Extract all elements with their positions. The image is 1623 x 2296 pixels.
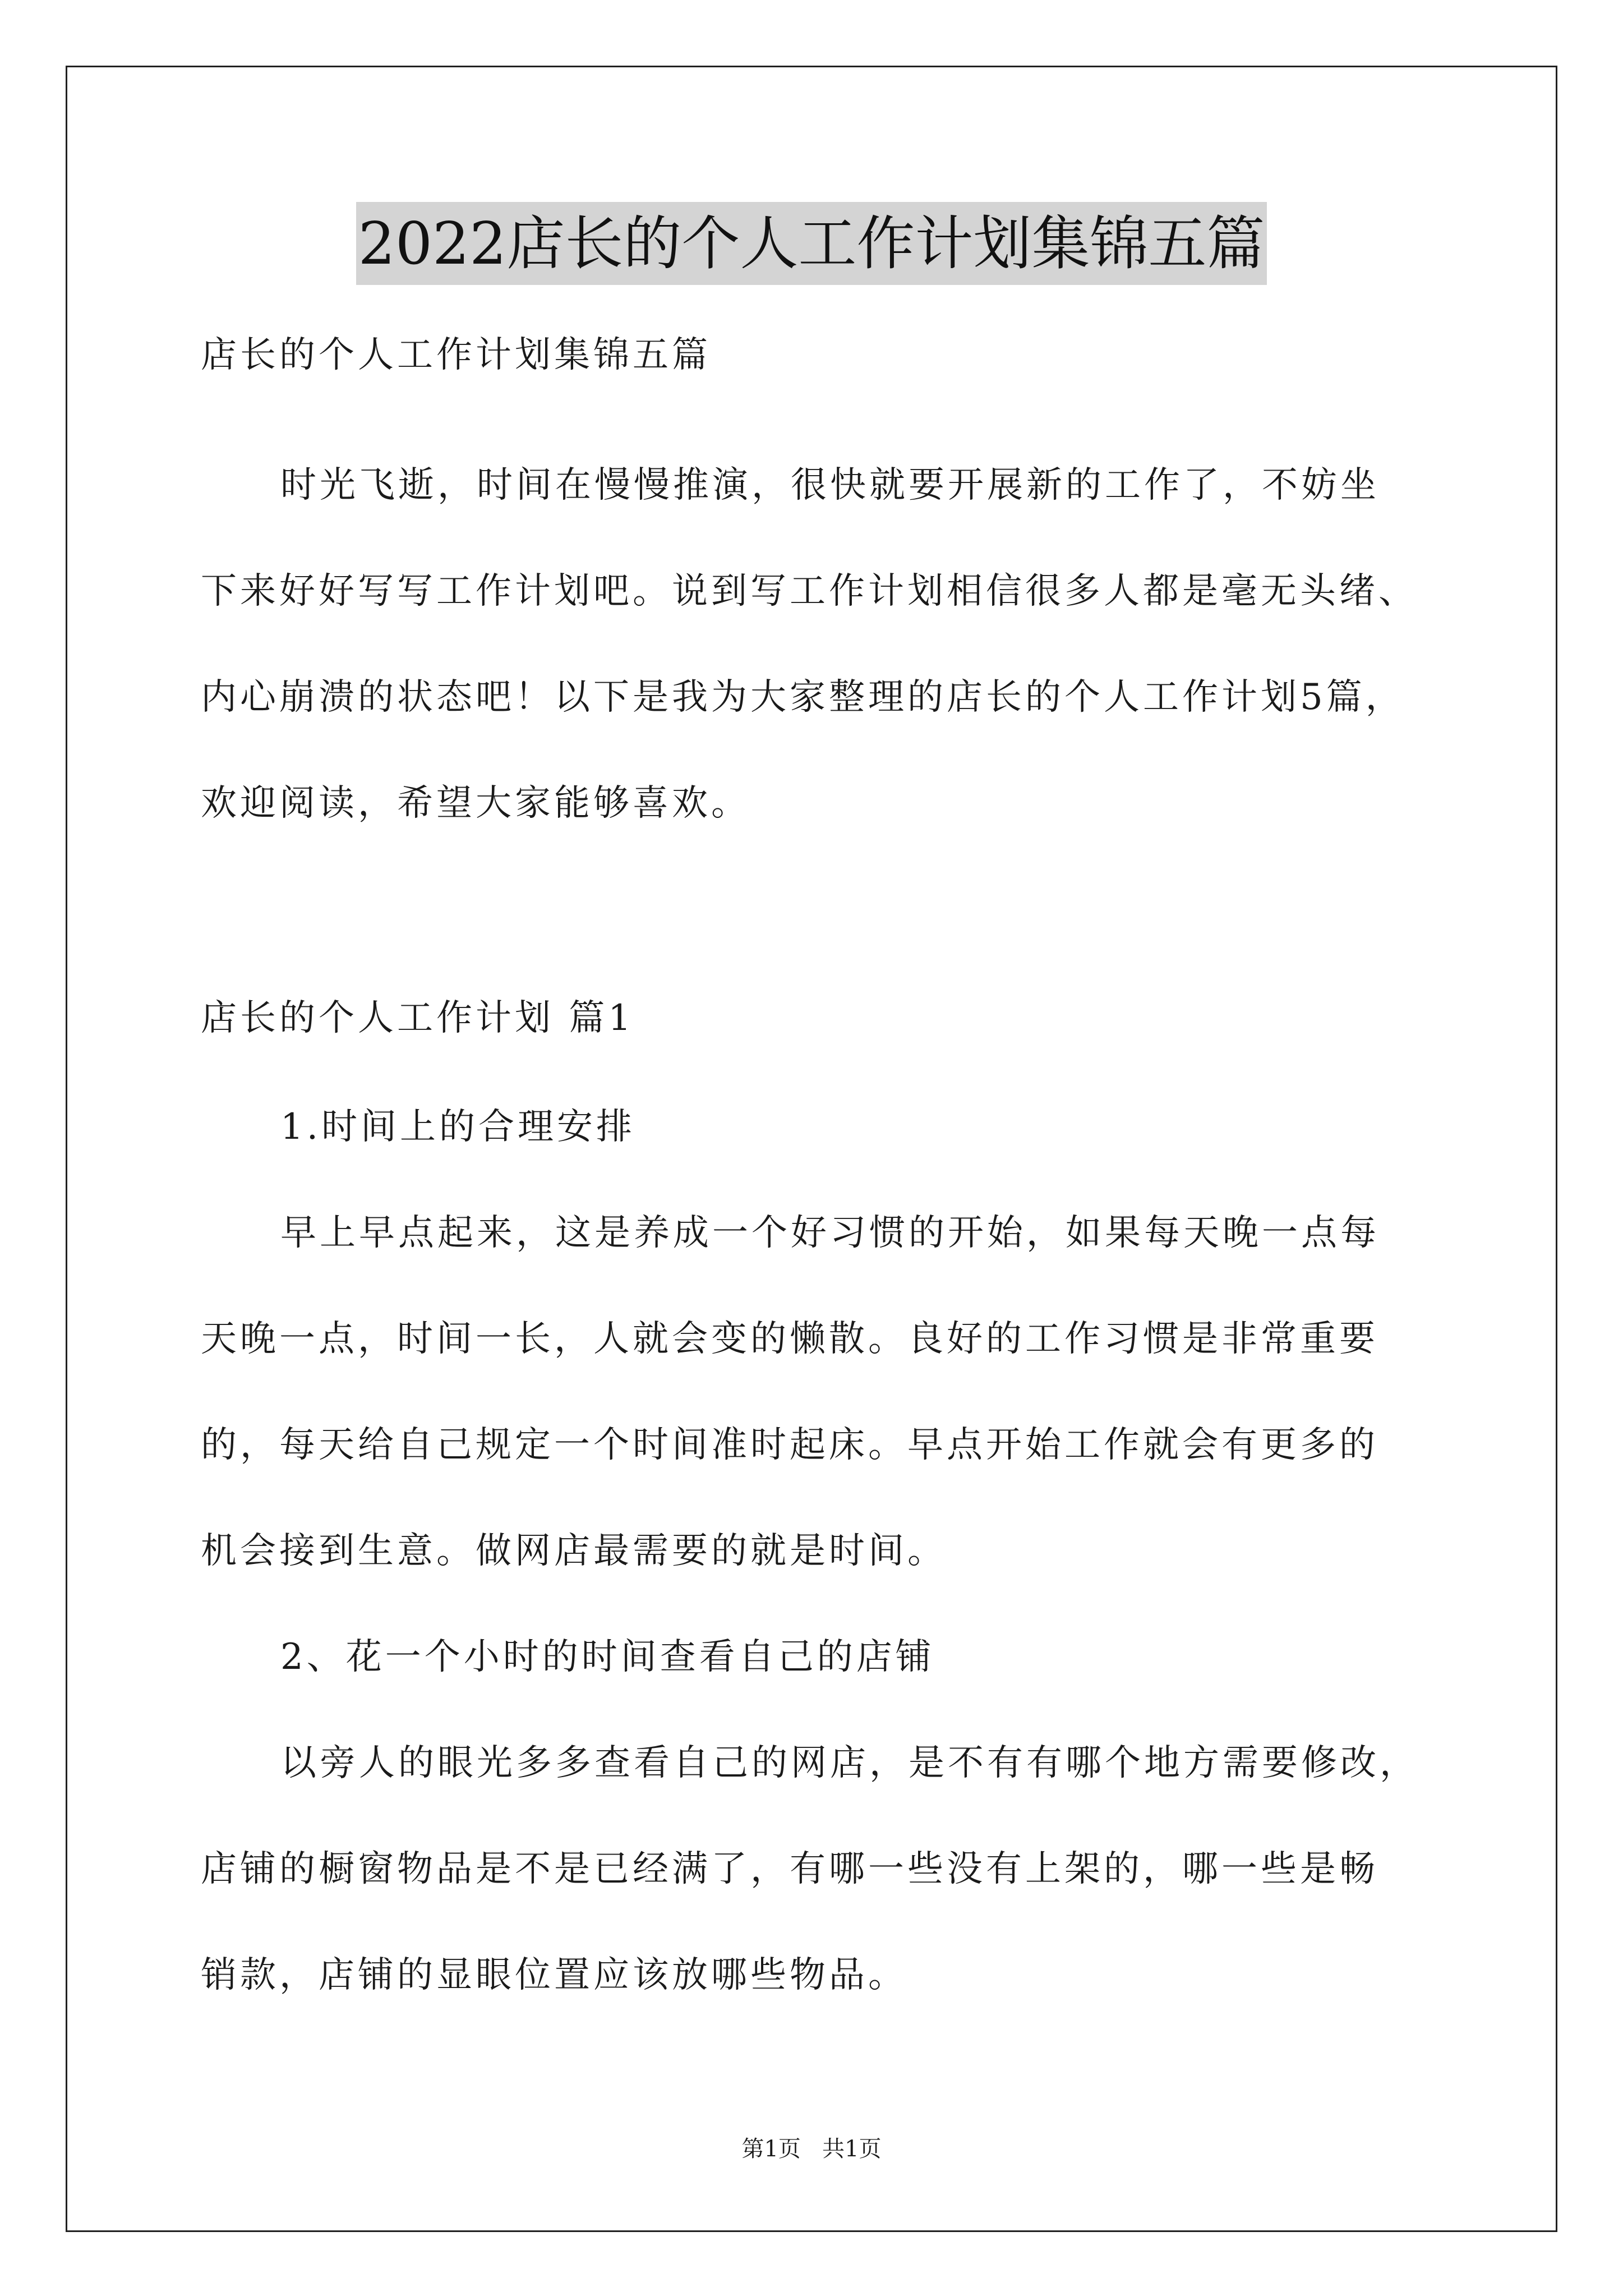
paragraph-line: 以旁人的眼光多多查看自己的网店，是不有有哪个地方需要修改， [280,1742,1419,1784]
paragraph-line: 天晚一点，时间一长，人就会变的懒散。良好的工作习惯是非常重要 [201,1318,1378,1360]
paragraph-line: 店铺的橱窗物品是不是已经满了，有哪一些没有上架的，哪一些是畅 [201,1848,1378,1890]
item-heading: 1.时间上的合理安排 [280,1106,636,1148]
document-title: 2022店长的个人工作计划集锦五篇 [356,202,1267,285]
paragraph-line: 欢迎阅读，希望大家能够喜欢。 [201,783,750,824]
paragraph-line: 下来好好写写工作计划吧。说到写工作计划相信很多人都是毫无头绪、 [201,570,1418,612]
paragraph-line: 销款，店铺的显眼位置应该放哪些物品。 [201,1954,907,1996]
section-heading: 店长的个人工作计划 篇1 [201,997,635,1039]
page-footer: 第1页 共1页 [741,2136,882,2162]
paragraph-line: 早上早点起来，这是养成一个好习惯的开始，如果每天晚一点每 [280,1212,1380,1254]
title-container [0,202,1623,285]
paragraph-line: 时光飞逝，时间在慢慢推演，很快就要开展新的工作了，不妨坐 [280,464,1380,506]
item-heading: 2、花一个小时的时间查看自己的店铺 [280,1636,935,1678]
paragraph-line: 内心崩溃的状态吧！以下是我为大家整理的店长的个人工作计划5篇， [201,677,1405,718]
paragraph-line: 的，每天给自己规定一个时间准时起床。早点开始工作就会有更多的 [201,1424,1378,1466]
subtitle-line: 店长的个人工作计划集锦五篇 [201,334,711,376]
paragraph-line: 机会接到生意。做网店最需要的就是时间。 [201,1530,947,1572]
